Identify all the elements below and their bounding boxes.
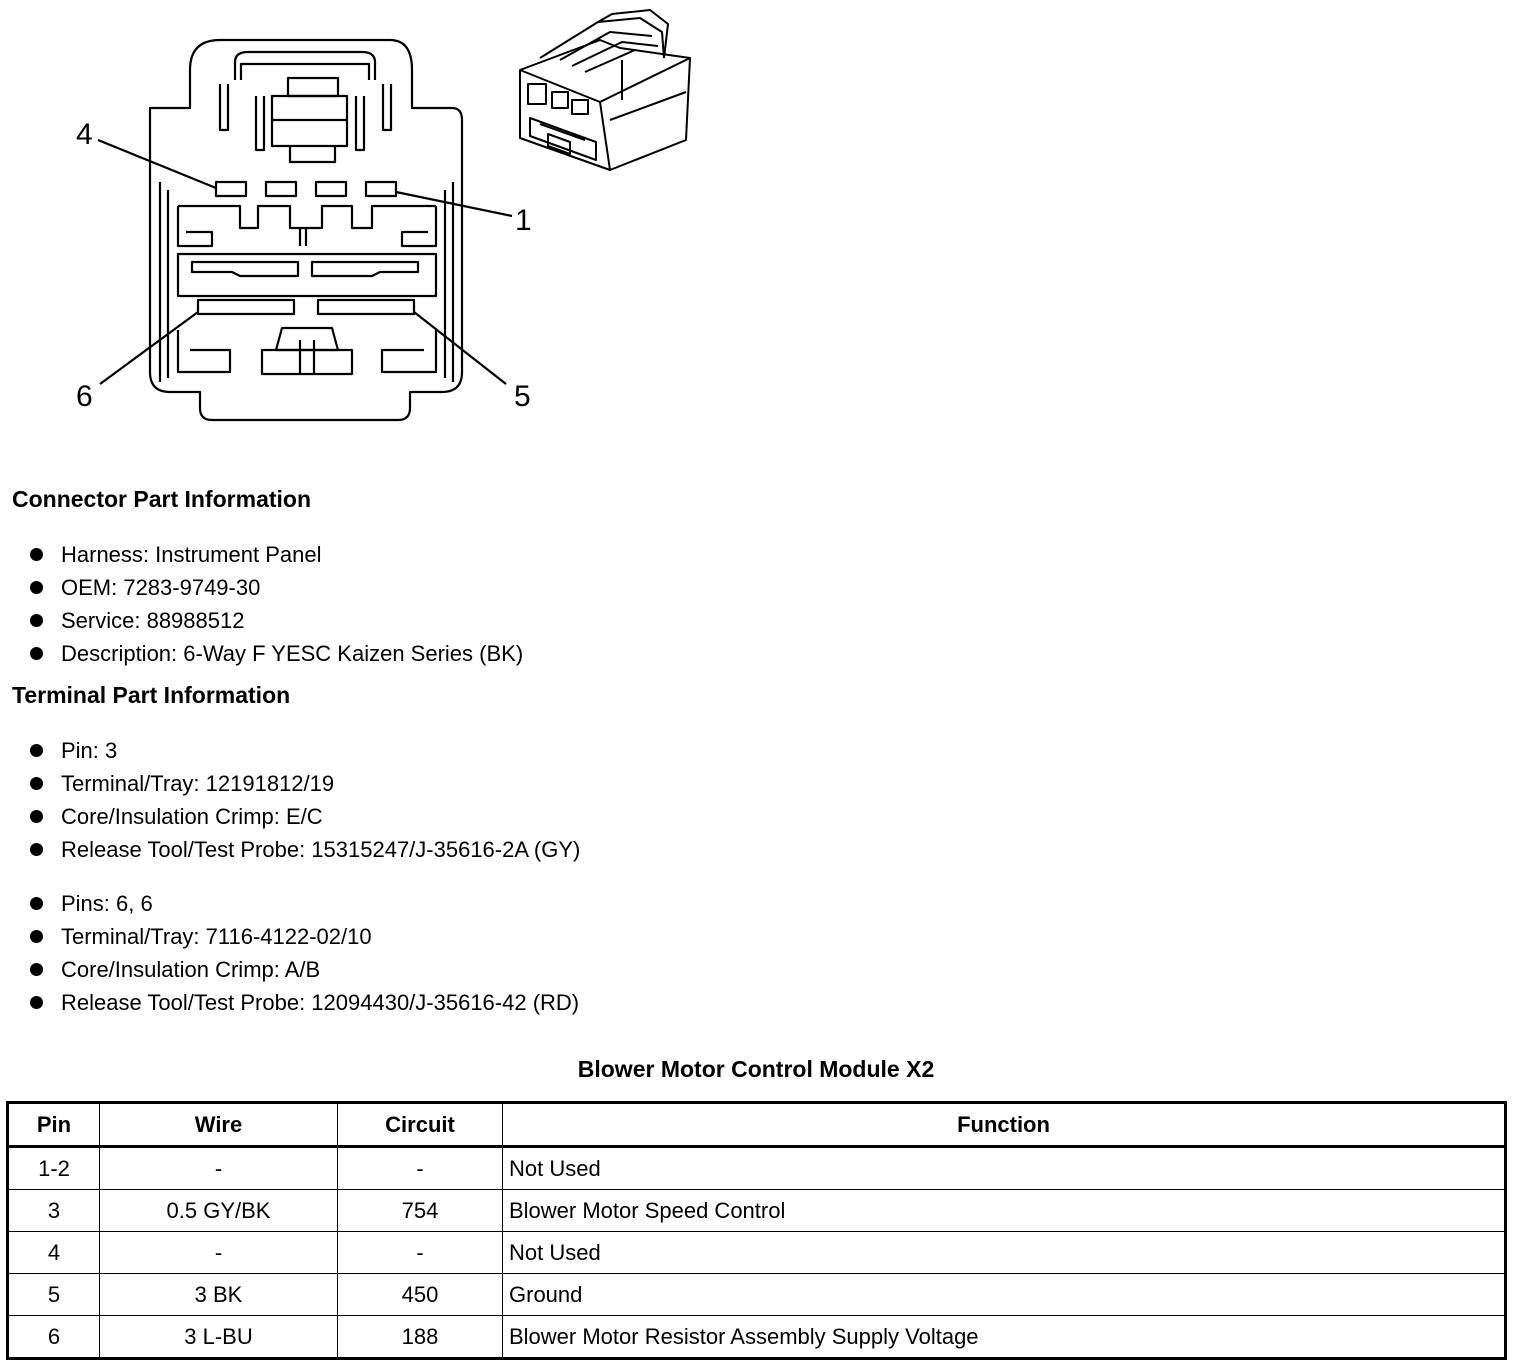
pin-label-1: 1 xyxy=(515,204,532,237)
connector-latch xyxy=(235,52,375,80)
pin-3-cavity xyxy=(266,182,296,196)
cell-function: Blower Motor Resistor Assembly Supply Voltage xyxy=(503,1316,1506,1359)
table-row xyxy=(8,1232,1506,1274)
pin-label-4: 4 xyxy=(76,118,93,151)
list-item: Service: 88988512 xyxy=(30,604,523,637)
cell-pin: 4 xyxy=(8,1232,100,1274)
header-circuit: Circuit xyxy=(338,1103,503,1147)
connector-diagram xyxy=(0,0,720,440)
list-item: Pin: 3 xyxy=(30,734,580,767)
cell-pin: 3 xyxy=(8,1190,100,1232)
header-wire: Wire xyxy=(100,1103,338,1147)
pin-4-cavity xyxy=(216,182,246,196)
table-row xyxy=(8,1274,1506,1316)
list-item: Terminal/Tray: 7116-4122-02/10 xyxy=(30,920,579,953)
cell-wire: - xyxy=(100,1232,338,1274)
list-item: OEM: 7283-9749-30 xyxy=(30,571,523,604)
cell-function: Ground xyxy=(503,1274,1506,1316)
pin-1-cavity xyxy=(366,182,396,196)
table-row xyxy=(8,1190,1506,1232)
list-item: Pins: 6, 6 xyxy=(30,887,579,920)
cell-function: Not Used xyxy=(503,1147,1506,1190)
list-item: Harness: Instrument Panel xyxy=(30,538,523,571)
list-item: Core/Insulation Crimp: E/C xyxy=(30,800,580,833)
cell-wire: 3 L-BU xyxy=(100,1316,338,1359)
terminal-group-1-list xyxy=(30,734,580,866)
cell-circuit: - xyxy=(338,1232,503,1274)
cell-circuit: 450 xyxy=(338,1274,503,1316)
list-item: Core/Insulation Crimp: A/B xyxy=(30,953,579,986)
table-row xyxy=(8,1147,1506,1190)
list-item: Terminal/Tray: 12191812/19 xyxy=(30,767,580,800)
table-title: Blower Motor Control Module X2 xyxy=(577,1056,935,1082)
cell-circuit: 188 xyxy=(338,1316,503,1359)
pinout-table xyxy=(6,1101,1507,1360)
connector-part-info-list xyxy=(30,538,523,670)
header-function: Function xyxy=(503,1103,1506,1147)
cell-circuit: 754 xyxy=(338,1190,503,1232)
connector-3d-illustration xyxy=(520,10,690,170)
cell-circuit: - xyxy=(338,1147,503,1190)
cell-pin: 5 xyxy=(8,1274,100,1316)
table-row xyxy=(8,1316,1506,1359)
cell-function: Not Used xyxy=(503,1232,1506,1274)
terminal-part-info-title: Terminal Part Information xyxy=(12,682,291,708)
cell-pin: 1-2 xyxy=(8,1147,100,1190)
cell-wire: - xyxy=(100,1147,338,1190)
cell-wire: 3 BK xyxy=(100,1274,338,1316)
cell-function: Blower Motor Speed Control xyxy=(503,1190,1506,1232)
table-header-row xyxy=(8,1103,1506,1147)
header-pin: Pin xyxy=(8,1103,100,1147)
pin-label-5: 5 xyxy=(514,380,531,413)
connector-part-info-title: Connector Part Information xyxy=(12,486,312,512)
pin-5-cavity xyxy=(318,300,414,314)
cell-wire: 0.5 GY/BK xyxy=(100,1190,338,1232)
list-item: Description: 6-Way F YESC Kaizen Series (BK) xyxy=(30,637,523,670)
pin-2-cavity xyxy=(316,182,346,196)
pin-6-cavity xyxy=(198,300,294,314)
list-item: Release Tool/Test Probe: 15315247/J-35616-2A (GY) xyxy=(30,833,580,866)
cell-pin: 6 xyxy=(8,1316,100,1359)
pin-label-6: 6 xyxy=(76,380,93,413)
list-item: Release Tool/Test Probe: 12094430/J-35616-42 (RD) xyxy=(30,986,579,1019)
terminal-group-2-list xyxy=(30,887,579,1019)
